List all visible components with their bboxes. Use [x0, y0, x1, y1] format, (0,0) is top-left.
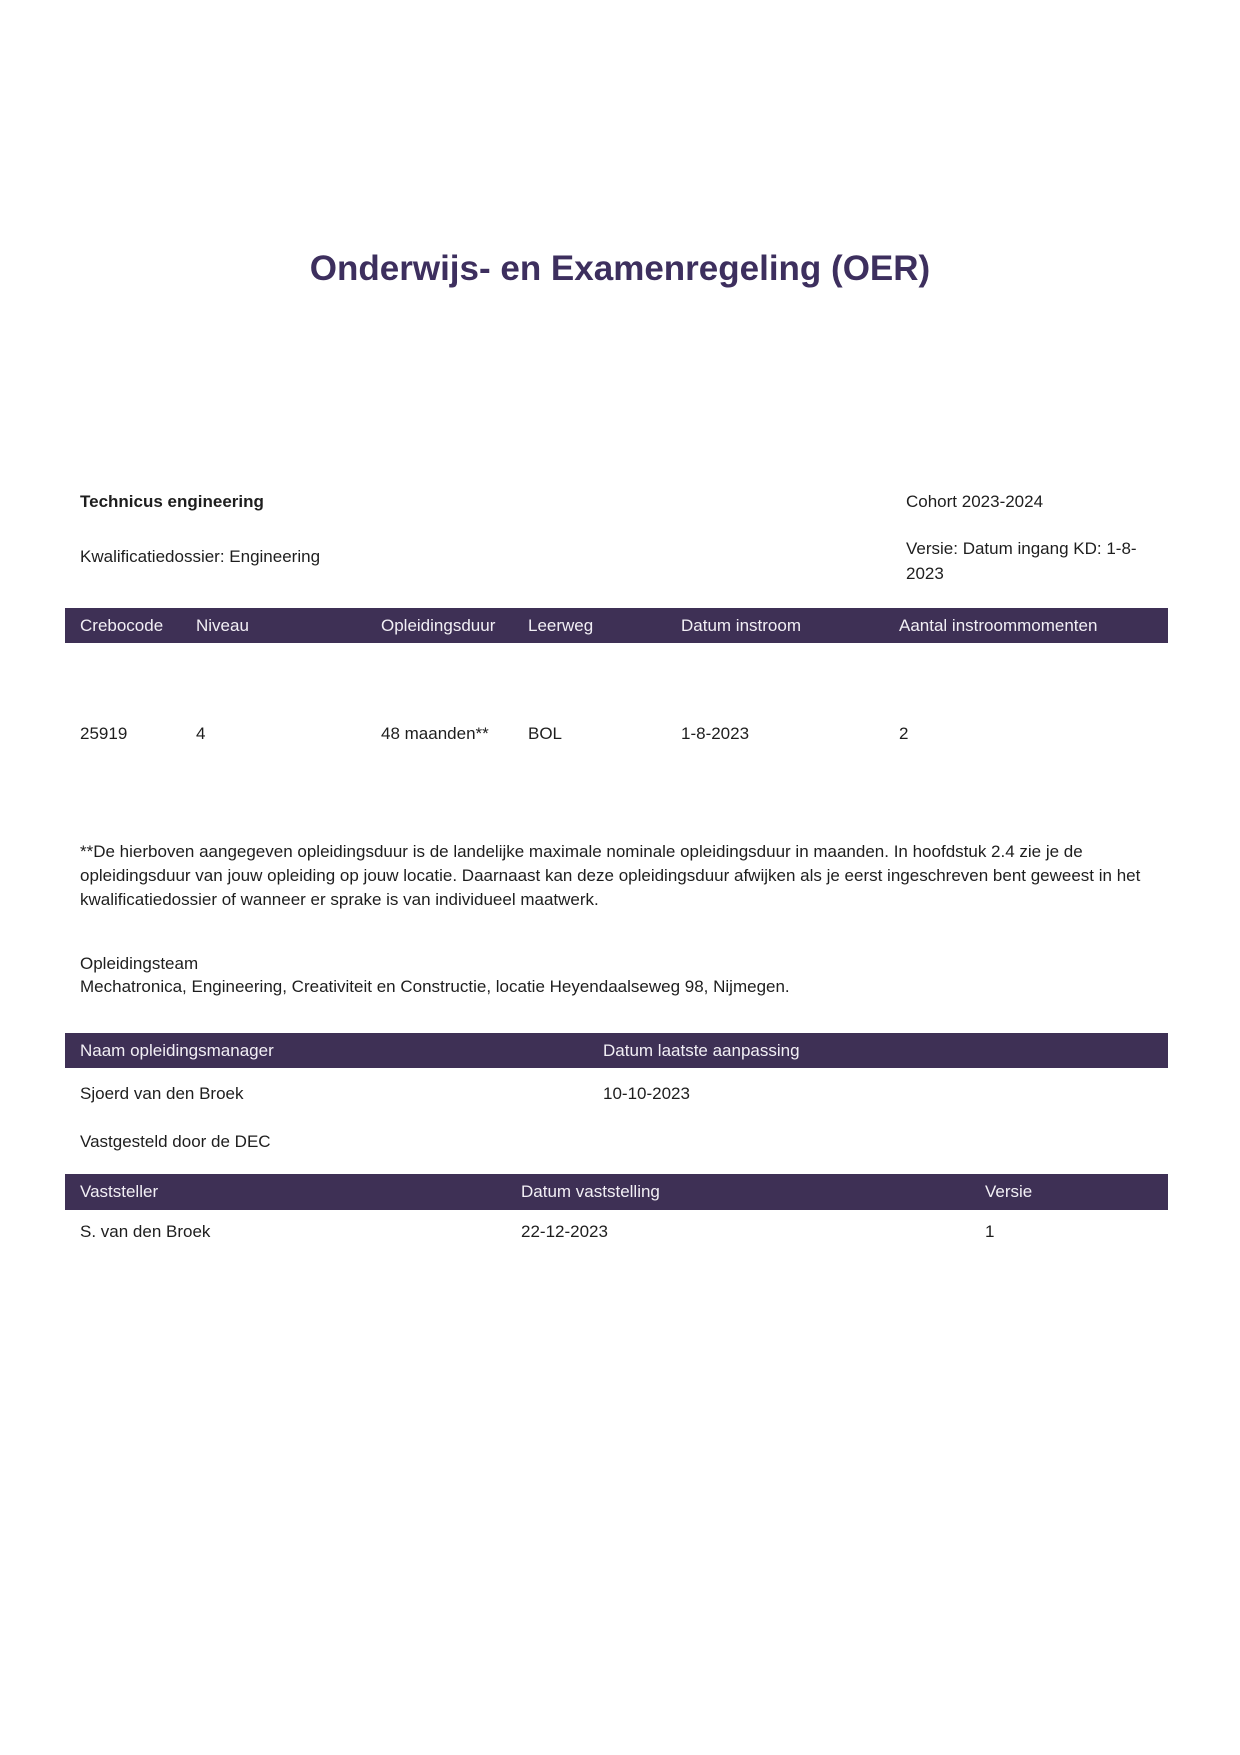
approval-table-header-row [65, 1174, 1168, 1210]
program-table-header-aantal-instroommomenten: Aantal instroommomenten [899, 615, 1098, 635]
dec-statement: Vastgesteld door de DEC [80, 1132, 271, 1151]
approval-table-header-datum-vaststelling: Datum vaststelling [521, 1182, 660, 1201]
manager-table-row [65, 1082, 1168, 1106]
program-datum-instroom-value: 1-8-2023 [681, 724, 750, 743]
approval-table-row [65, 1220, 1168, 1244]
program-table-header-datum-instroom: Datum instroom [681, 615, 801, 635]
program-leerweg-value: BOL [528, 724, 563, 743]
approval-table-header-vaststeller: Vaststeller [80, 1182, 159, 1201]
team-section [80, 952, 1172, 998]
approval-table-header-versie: Versie [985, 1182, 1033, 1201]
program-table-row [65, 722, 1168, 746]
program-table-header-leerweg: Leerweg [528, 615, 594, 635]
approval-date-value: 22-12-2023 [521, 1222, 608, 1241]
team-description: Mechatronica, Engineering, Creativiteit en Constructie, locatie Heyendaalseweg 98, Nijmegen. [80, 977, 790, 996]
program-table-header-opleidingsduur: Opleidingsduur [381, 615, 496, 635]
program-name: Technicus engineering [80, 492, 264, 511]
team-label: Opleidingsteam [80, 954, 199, 973]
program-aantal-instroommomenten-value: 2 [899, 724, 909, 743]
manager-table-header-naam: Naam opleidingsmanager [80, 1040, 274, 1060]
manager-name-value: Sjoerd van den Broek [80, 1084, 244, 1103]
program-table-header-row [65, 608, 1168, 643]
qualification-dossier-label: Kwalificatiedossier: Engineering [80, 547, 321, 566]
program-table-header-niveau: Niveau [196, 615, 249, 635]
program-opleidingsduur-value: 48 maanden** [381, 724, 489, 743]
cohort-label: Cohort 2023-2024 [906, 492, 1044, 511]
approval-versie-value: 1 [985, 1222, 995, 1241]
document-title: Onderwijs- en Examenregeling (OER) [309, 249, 931, 288]
manager-table-header-row [65, 1033, 1168, 1068]
manager-table-header-datum-aanpassing: Datum laatste aanpassing [603, 1040, 800, 1060]
program-crebocode-value: 25919 [80, 724, 128, 743]
manager-date-value: 10-10-2023 [603, 1084, 690, 1103]
duration-footnote: **De hierboven aangegeven opleidingsduur is de landelijke maximale nominale opleidingsduur in maanden. In hoofdstuk 2.4 zie je de opleidingsduur van jouw opleiding op jouw locatie. Daarnaast kan deze opleidingsduur afwijken als je eerst ingeschreven bent geweest in het kwalificatiedossier of wanneer er sprake is van individueel maatwerk. [80, 842, 1141, 909]
program-niveau-value: 4 [196, 724, 206, 743]
program-table-header-crebocode: Crebocode [80, 615, 164, 635]
approval-vaststeller-value: S. van den Broek [80, 1222, 211, 1241]
version-label: Versie: Datum ingang KD: 1-8-2023 [906, 539, 1137, 583]
